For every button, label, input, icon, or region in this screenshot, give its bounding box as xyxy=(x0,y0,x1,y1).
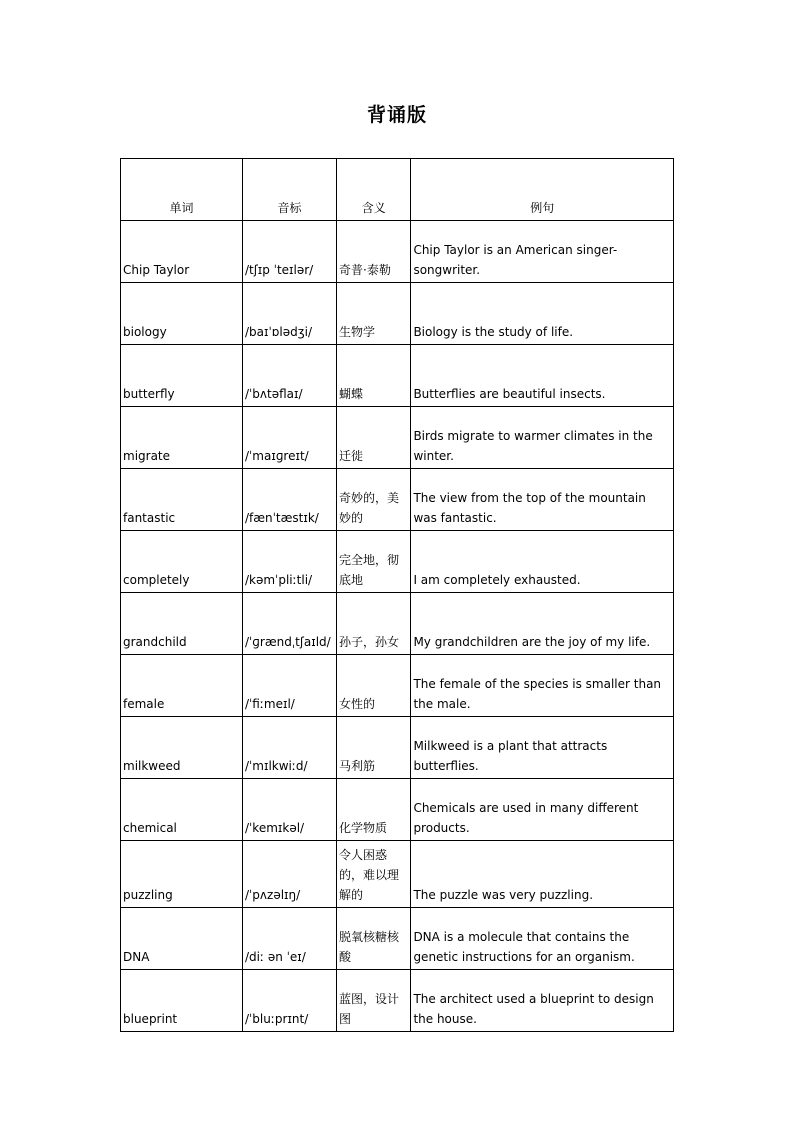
word-cell: milkweed xyxy=(121,717,243,779)
word-cell: biology xyxy=(121,283,243,345)
meaning-cell: 化学物质 xyxy=(337,779,411,841)
table-row xyxy=(121,779,674,841)
table-row xyxy=(121,531,674,593)
meaning-cell: 迁徙 xyxy=(337,407,411,469)
table-row xyxy=(121,407,674,469)
word-cell: female xyxy=(121,655,243,717)
phonetic-cell: /kəmˈpliːtli/ xyxy=(242,531,336,593)
phonetic-cell: /baɪˈɒlədʒi/ xyxy=(242,283,336,345)
table-row xyxy=(121,593,674,655)
word-cell: fantastic xyxy=(121,469,243,531)
phonetic-cell: /ˈkemɪkəl/ xyxy=(242,779,336,841)
word-cell: butterfly xyxy=(121,345,243,407)
phonetic-cell: /ˈmaɪɡreɪt/ xyxy=(242,407,336,469)
meaning-cell: 奇妙的，美妙的 xyxy=(337,469,411,531)
header-example: 例句 xyxy=(411,159,674,221)
table-row xyxy=(121,655,674,717)
phonetic-cell: /ˈmɪlkwiːd/ xyxy=(242,717,336,779)
word-cell: puzzling xyxy=(121,841,243,908)
example-cell: I am completely exhausted. xyxy=(411,531,674,593)
phonetic-cell: /ˈfiːmeɪl/ xyxy=(242,655,336,717)
meaning-cell: 蝴蝶 xyxy=(337,345,411,407)
table-row xyxy=(121,345,674,407)
header-word: 单词 xyxy=(121,159,243,221)
meaning-cell: 奇普·泰勒 xyxy=(337,221,411,283)
phonetic-cell: /ˈbʌtəflaɪ/ xyxy=(242,345,336,407)
header-meaning: 含义 xyxy=(337,159,411,221)
example-cell: Butterflies are beautiful insects. xyxy=(411,345,674,407)
table-row xyxy=(121,283,674,345)
meaning-cell: 脱氧核糖核酸 xyxy=(337,908,411,970)
header-phonetic: 音标 xyxy=(242,159,336,221)
table-row xyxy=(121,717,674,779)
word-cell: migrate xyxy=(121,407,243,469)
word-cell: DNA xyxy=(121,908,243,970)
example-cell: DNA is a molecule that contains the genetic instructions for an organism. xyxy=(411,908,674,970)
word-cell: completely xyxy=(121,531,243,593)
example-cell: Milkweed is a plant that attracts butterflies. xyxy=(411,717,674,779)
example-cell: The architect used a blueprint to design the house. xyxy=(411,970,674,1032)
table-row xyxy=(121,841,674,908)
word-cell: chemical xyxy=(121,779,243,841)
example-cell: The female of the species is smaller than the male. xyxy=(411,655,674,717)
example-cell: Birds migrate to warmer climates in the winter. xyxy=(411,407,674,469)
phonetic-cell: /ˈɡrændˌtʃaɪld/ xyxy=(242,593,336,655)
table-row xyxy=(121,221,674,283)
meaning-cell: 马利筋 xyxy=(337,717,411,779)
table-header-row xyxy=(121,159,674,221)
meaning-cell: 令人困惑的，难以理解的 xyxy=(337,841,411,908)
example-cell: My grandchildren are the joy of my life. xyxy=(411,593,674,655)
phonetic-cell: /tʃɪp ˈteɪlər/ xyxy=(242,221,336,283)
meaning-cell: 孙子，孙女 xyxy=(337,593,411,655)
meaning-cell: 完全地，彻底地 xyxy=(337,531,411,593)
example-cell: Chip Taylor is an American singer-songwriter. xyxy=(411,221,674,283)
meaning-cell: 女性的 xyxy=(337,655,411,717)
phonetic-cell: /fænˈtæstɪk/ xyxy=(242,469,336,531)
table-row xyxy=(121,908,674,970)
table-row xyxy=(121,970,674,1032)
example-cell: The puzzle was very puzzling. xyxy=(411,841,674,908)
example-cell: The view from the top of the mountain was fantastic. xyxy=(411,469,674,531)
example-cell: Biology is the study of life. xyxy=(411,283,674,345)
example-cell: Chemicals are used in many different products. xyxy=(411,779,674,841)
table-row xyxy=(121,469,674,531)
phonetic-cell: /ˈbluːprɪnt/ xyxy=(242,970,336,1032)
phonetic-cell: /ˈpʌzəlɪŋ/ xyxy=(242,841,336,908)
meaning-cell: 生物学 xyxy=(337,283,411,345)
phonetic-cell: /diː ən ˈeɪ/ xyxy=(242,908,336,970)
word-cell: grandchild xyxy=(121,593,243,655)
vocabulary-table xyxy=(120,158,674,1032)
meaning-cell: 蓝图，设计图 xyxy=(337,970,411,1032)
page-title: 背诵版 xyxy=(366,104,427,126)
word-cell: Chip Taylor xyxy=(121,221,243,283)
word-cell: blueprint xyxy=(121,970,243,1032)
